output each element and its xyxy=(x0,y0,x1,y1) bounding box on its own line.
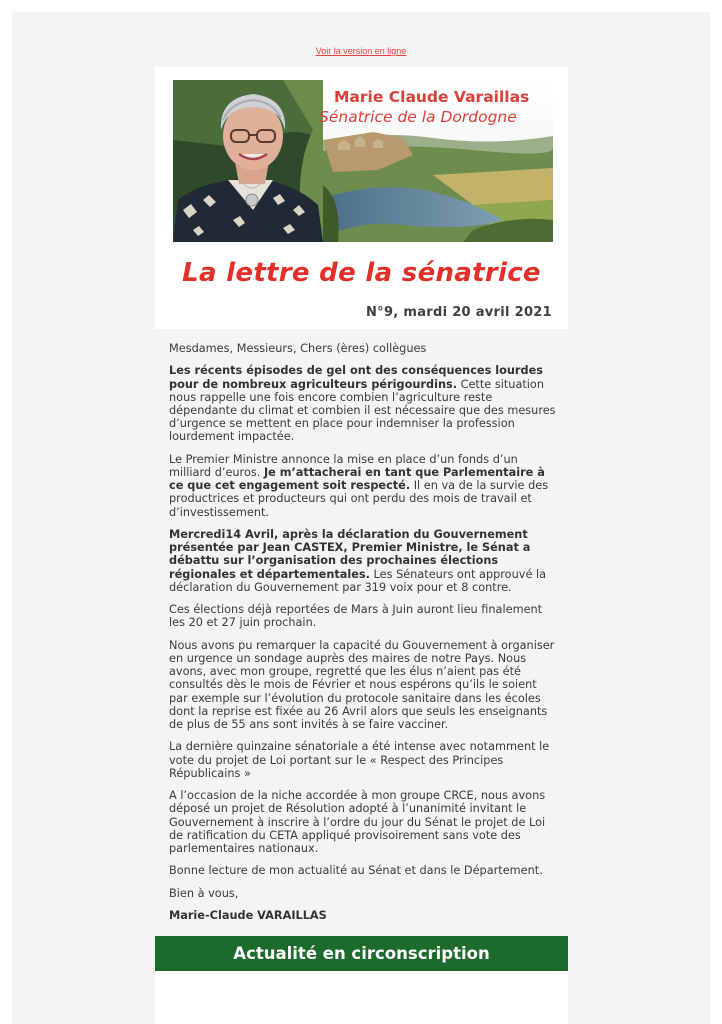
paragraph-fund-text-b: Il en va de la survie des productrices et producteurs qui ont perdu des mois de travail et d’investissement. xyxy=(169,479,549,519)
paragraph-elections xyxy=(169,528,559,594)
signature-name: Marie-Claude VARAILLAS xyxy=(169,909,327,923)
paragraph-survey: Nous avons pu remarquer la capacité du Gouvernement à organiser en urgence un sondage auprès des maires de notre Pays. Nous avons, avec mon groupe, regretté que les élus n’aient pas été consultés dès le mois de Février et nous espérons qu’ils le soient par exemple sur l’évolution du protocole sanitaire dans les écoles dont la reprise est fixée au 26 Avril alors que seuls les enseignants de plus de 55 ans sont invités à se faire vacciner. xyxy=(169,638,555,732)
paragraph-fund xyxy=(169,453,559,519)
paragraph-dates: Ces élections déjà reportées de Mars à Juin auront lieu finalement les 20 et 27 juin prochain. xyxy=(169,603,543,630)
section-content-card xyxy=(155,971,568,1024)
issue-number-date: N°9, mardi 20 avril 2021 xyxy=(365,305,552,320)
paragraph-ceta: A l’occasion de la niche accordée à mon groupe CRCE, nous avons déposé un projet de Résolution adopté à l’unanimité invitant le Gouvernement à inscrire à l’ordre du jour du Sénat le projet de Loi de ratification du CETA appliqué provisoirement sans vote des parlementaires nationaux. xyxy=(169,789,546,856)
signature xyxy=(169,909,559,922)
greeting: Mesdames, Messieurs, Chers (ères) collègues xyxy=(169,342,427,355)
view-online-link[interactable]: Voir la version en ligne xyxy=(315,46,407,56)
header-banner xyxy=(173,80,553,242)
paragraph-frost xyxy=(169,364,559,443)
paragraph-frost-text: Cette situation nous rappelle une fois encore combien l’agriculture reste dépendante du climat et combien il est nécessaire que des mesures d’urgence se mettent en place pour indemniser la profession lourdement impactée. xyxy=(169,377,556,444)
paragraph-frost-bold: Les récents épisodes de gel ont des conséquences lourdes pour de nombreux agriculteurs périgourdins. xyxy=(169,364,543,391)
section-header-circonscription: Actualité en circonscription xyxy=(155,936,568,971)
letter-body xyxy=(169,342,559,932)
paragraph-elections-text: Les Sénateurs ont approuvé la déclaration du Gouvernement par 319 voix pour et 8 contre. xyxy=(169,567,547,594)
paragraph-fortnight: La dernière quinzaine sénatoriale a été intense avec notamment le vote du projet de Loi portant sur le « Respect des Principes Républicains » xyxy=(169,740,550,780)
paragraph-fund-bold: Je m’attacherai en tant que Parlementaire à ce que cet engagement soit respecté. xyxy=(169,466,545,493)
banner-senator-name: Marie Claude Varaillas xyxy=(334,88,530,106)
newsletter-title: La lettre de la sénatrice xyxy=(182,258,541,288)
paragraph-fund-text-a: Le Premier Ministre annonce la mise en place d’un fonds d’un milliard d’euros. xyxy=(169,452,518,479)
paragraph-reading: Bonne lecture de mon actualité au Sénat et dans le Département. xyxy=(169,864,543,878)
banner-senator-role: Sénatrice de la Dordogne xyxy=(319,108,517,126)
closing: Bien à vous, xyxy=(169,886,239,900)
paragraph-elections-bold: Mercredi14 Avril, après la déclaration du Gouvernement présentée par Jean CASTEX, Premier Ministre, le Sénat a débattu sur l’organisation des prochaines élections régionales et départementales. xyxy=(169,528,531,581)
